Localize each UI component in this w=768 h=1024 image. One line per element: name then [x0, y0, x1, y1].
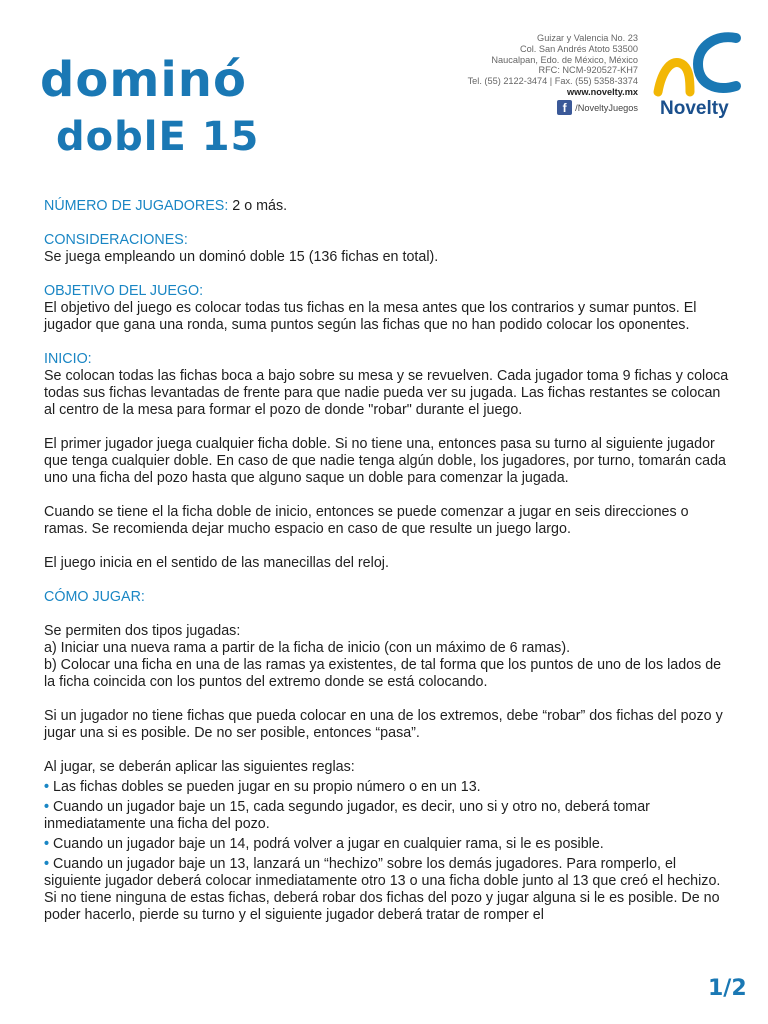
- robar-paragraph: Si un jugador no tiene fichas que pueda colocar en una de los extremos, debe “robar” dos fichas del pozo y jugar una si es posible. De no ser posible, entonces “pasa”.: [44, 708, 723, 741]
- address-line: Col. San Andrés Atoto 53500: [520, 43, 638, 54]
- social-link[interactable]: [557, 100, 638, 115]
- contact-block: [468, 33, 638, 98]
- players-label: NÚMERO DE JUGADORES:: [44, 198, 229, 214]
- rule-text: Cuando un jugador baje un 14, podrá volver a jugar en cualquier rama, si le es posible.: [53, 836, 604, 852]
- address-line: Naucalpan, Edo. de México, México: [491, 54, 638, 65]
- rule-item: [44, 779, 734, 796]
- objetivo-text: El objetivo del juego es colocar todas tus fichas en la mesa antes que los contrarios y sumar puntos. El jugador que gana una ronda, suma puntos según las fichas que no han podido colocar los oponentes.: [44, 300, 697, 333]
- players-line: [44, 198, 734, 215]
- como-jugar-option-a: a) Iniciar una nueva rama a partir de la ficha de inicio (con un máximo de 6 ramas).: [44, 640, 571, 656]
- bullet: •: [44, 836, 50, 852]
- rule-text: Cuando un jugador baje un 13, lanzará un “hechizo” sobre los demás jugadores. Para romperlo, el siguiente jugador deberá colocar inmediatamente otro 13 o una ficha doble junto al 13 que creó el hechizo. Si no tiene ninguna de estas fichas, deberá robar dos fichas del pozo y jugar alguna si le es posible. De no poder hacerlo, pierde su turno y el siguiente jugador deberá tratar de romper el: [44, 856, 721, 923]
- rfc-line: RFC: NCM-920527-KH7: [538, 65, 638, 76]
- bullet: •: [44, 779, 50, 795]
- consideraciones-heading: CONSIDERACIONES:: [44, 232, 188, 248]
- como-jugar-option-b: b) Colocar una ficha en una de las ramas ya existentes, de tal forma que los puntos de uno de los lados de la ficha coincida con los puntos del extremo donde se está colocando.: [44, 657, 722, 690]
- inicio-paragraph-3: Cuando se tiene el la ficha doble de inicio, entonces se puede comenzar a jugar en seis direcciones o ramas. Se recomienda dejar mucho espacio en caso de que resulte un juego largo.: [44, 504, 689, 537]
- rule-text: Las fichas dobles se pueden jugar en su propio número o en un 13.: [53, 779, 481, 795]
- title-line-2: doblE 15: [56, 114, 260, 160]
- title-line-1: dominó: [40, 52, 247, 108]
- inicio-paragraph-2: El primer jugador juega cualquier ficha doble. Si no tiene una, entonces pasa su turno al siguiente jugador que tenga cualquier doble. En caso de que nadie tenga algún doble, los jugadores, por turno, tomarán cada uno una ficha del pozo hasta que alguno saque un doble para comenzar la jugada.: [44, 436, 726, 486]
- rule-item: [44, 856, 734, 924]
- consideraciones-text: Se juega empleando un dominó doble 15 (136 fichas en total).: [44, 249, 439, 265]
- como-jugar-intro: Se permiten dos tipos jugadas:: [44, 623, 241, 639]
- como-jugar-heading: CÓMO JUGAR:: [44, 589, 145, 605]
- players-value: 2 o más.: [228, 198, 288, 214]
- rule-item: [44, 836, 734, 853]
- inicio-paragraph-1: Se colocan todas las fichas boca a bajo sobre su mesa y se revuelven. Cada jugador toma 9 fichas y coloca todas sus fichas levantadas de frente para que nadie pueda ver su jugada. Las fichas restantes se colocan al centro de la mesa para formar el pozo de donde "robar" durante el juego.: [44, 368, 729, 418]
- novelty-logo-mark: [650, 30, 745, 100]
- reglas-intro: Al jugar, se deberán aplicar las siguientes reglas:: [44, 759, 355, 775]
- logo-wordmark: Novelty: [660, 98, 729, 119]
- inicio-paragraph-4: El juego inicia en el sentido de las manecillas del reloj.: [44, 555, 389, 571]
- bullet: •: [44, 799, 50, 815]
- website-link[interactable]: www.novelty.mx: [567, 86, 638, 97]
- bullet: •: [44, 856, 50, 872]
- rule-item: [44, 799, 734, 833]
- novelty-logo: [650, 30, 745, 125]
- page-number: 1/2: [708, 976, 747, 1001]
- inicio-heading: INICIO:: [44, 351, 92, 367]
- phone-line: Tel. (55) 2122-3474 | Fax. (55) 5358-3374: [467, 76, 638, 87]
- social-handle: /NoveltyJuegos: [575, 102, 638, 113]
- facebook-icon: f: [557, 100, 572, 115]
- rule-text: Cuando un jugador baje un 15, cada segundo jugador, es decir, uno si y otro no, deberá tomar inmediatamente una ficha del pozo.: [44, 799, 650, 832]
- address-line: Guizar y Valencia No. 23: [537, 33, 638, 43]
- rules-content: [44, 198, 734, 927]
- objetivo-heading: OBJETIVO DEL JUEGO:: [44, 283, 204, 299]
